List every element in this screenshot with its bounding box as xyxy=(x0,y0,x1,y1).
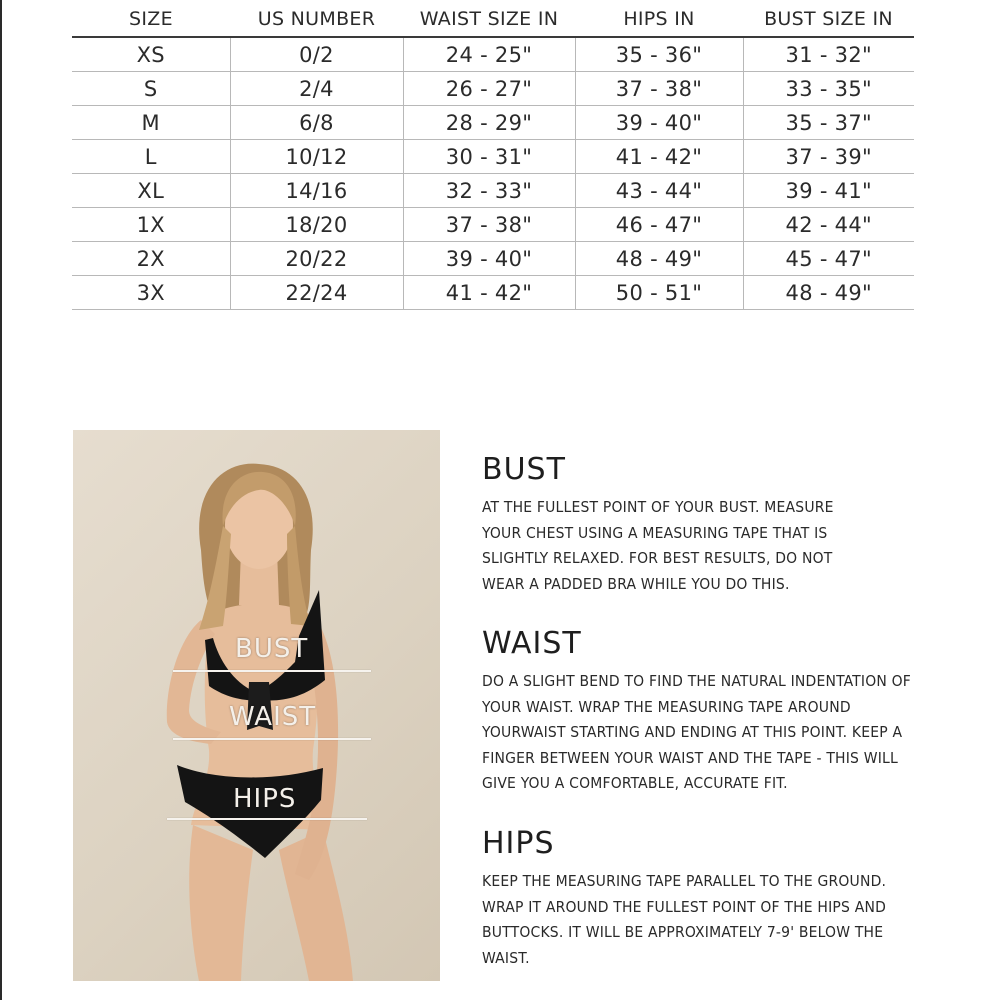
cell-bust: 45 - 47" xyxy=(743,242,914,276)
cell-waist: 26 - 27" xyxy=(403,72,575,106)
size-chart-body xyxy=(72,37,914,310)
cell-size: M xyxy=(72,106,230,140)
cell-size: L xyxy=(72,140,230,174)
cell-us-number: 18/20 xyxy=(230,208,403,242)
cell-us-number: 2/4 xyxy=(230,72,403,106)
hips-measure-line xyxy=(167,818,367,820)
table-row xyxy=(72,72,914,106)
bust-guide-text: AT THE FULLEST POINT OF YOUR BUST. MEASURE YOUR CHEST USING A MEASURING TAPE THAT IS SLIGHTLY RELAXED. FOR BEST RESULTS, DO NOT WEAR A PADDED BRA WHILE YOU DO THIS. xyxy=(482,498,834,593)
header-bust: BUST SIZE IN xyxy=(743,0,914,37)
cell-hips: 46 - 47" xyxy=(575,208,743,242)
waist-photo-label: WAIST xyxy=(229,702,317,732)
table-row xyxy=(72,37,914,72)
cell-us-number: 20/22 xyxy=(230,242,403,276)
hips-guide-title: HIPS xyxy=(482,826,555,861)
cell-waist: 30 - 31" xyxy=(403,140,575,174)
cell-hips: 35 - 36" xyxy=(575,37,743,72)
table-row xyxy=(72,242,914,276)
cell-waist: 32 - 33" xyxy=(403,174,575,208)
bust-photo-label: BUST xyxy=(235,634,309,664)
header-size: SIZE xyxy=(72,0,230,37)
waist-guide-title: WAIST xyxy=(482,626,582,661)
cell-waist: 41 - 42" xyxy=(403,276,575,310)
bust-measure-line xyxy=(173,670,371,672)
cell-bust: 33 - 35" xyxy=(743,72,914,106)
cell-hips: 39 - 40" xyxy=(575,106,743,140)
table-row xyxy=(72,174,914,208)
cell-us-number: 14/16 xyxy=(230,174,403,208)
table-row xyxy=(72,106,914,140)
header-row xyxy=(72,0,914,37)
cell-bust: 31 - 32" xyxy=(743,37,914,72)
waist-guide-text: DO A SLIGHT BEND TO FIND THE NATURAL INDENTATION OF YOUR WAIST. WRAP THE MEASURING TAPE AROUND YOURWAIST STARTING AND ENDING AT THIS POINT. KEEP A FINGER BETWEEN YOUR WAIST AND THE TAPE - THIS WILL GIVE YOU A COMFORTABLE, ACCURATE FIT. xyxy=(482,672,912,792)
cell-hips: 48 - 49" xyxy=(575,242,743,276)
cell-us-number: 10/12 xyxy=(230,140,403,174)
bust-guide-section xyxy=(482,452,922,597)
cell-size: XL xyxy=(72,174,230,208)
cell-us-number: 0/2 xyxy=(230,37,403,72)
cell-hips: 41 - 42" xyxy=(575,140,743,174)
hips-photo-label: HIPS xyxy=(233,784,297,814)
header-waist: WAIST SIZE IN xyxy=(403,0,575,37)
cell-waist: 28 - 29" xyxy=(403,106,575,140)
cell-waist: 24 - 25" xyxy=(403,37,575,72)
hips-guide-text: KEEP THE MEASURING TAPE PARALLEL TO THE GROUND. WRAP IT AROUND THE FULLEST POINT OF THE HIPS AND BUTTOCKS. IT WILL BE APPROXIMATELY 7-9' BELOW THE WAIST. xyxy=(482,872,887,967)
cell-size: XS xyxy=(72,37,230,72)
left-edge-border xyxy=(0,0,2,1000)
cell-size: S xyxy=(72,72,230,106)
cell-bust: 48 - 49" xyxy=(743,276,914,310)
cell-size: 3X xyxy=(72,276,230,310)
waist-measure-line xyxy=(173,738,371,740)
cell-size: 1X xyxy=(72,208,230,242)
size-chart-header xyxy=(72,0,914,37)
table-row xyxy=(72,276,914,310)
header-us-number: US NUMBER xyxy=(230,0,403,37)
bust-guide-title: BUST xyxy=(482,452,566,487)
cell-size: 2X xyxy=(72,242,230,276)
cell-us-number: 22/24 xyxy=(230,276,403,310)
cell-bust: 37 - 39" xyxy=(743,140,914,174)
cell-bust: 42 - 44" xyxy=(743,208,914,242)
model-photo xyxy=(73,430,440,981)
cell-hips: 37 - 38" xyxy=(575,72,743,106)
cell-waist: 39 - 40" xyxy=(403,242,575,276)
waist-guide-section xyxy=(482,626,922,797)
hips-guide-section xyxy=(482,826,922,971)
size-chart-table xyxy=(72,0,914,310)
cell-bust: 39 - 41" xyxy=(743,174,914,208)
cell-hips: 43 - 44" xyxy=(575,174,743,208)
table-row xyxy=(72,208,914,242)
cell-bust: 35 - 37" xyxy=(743,106,914,140)
cell-waist: 37 - 38" xyxy=(403,208,575,242)
header-hips: HIPS IN xyxy=(575,0,743,37)
cell-us-number: 6/8 xyxy=(230,106,403,140)
table-row xyxy=(72,140,914,174)
cell-hips: 50 - 51" xyxy=(575,276,743,310)
